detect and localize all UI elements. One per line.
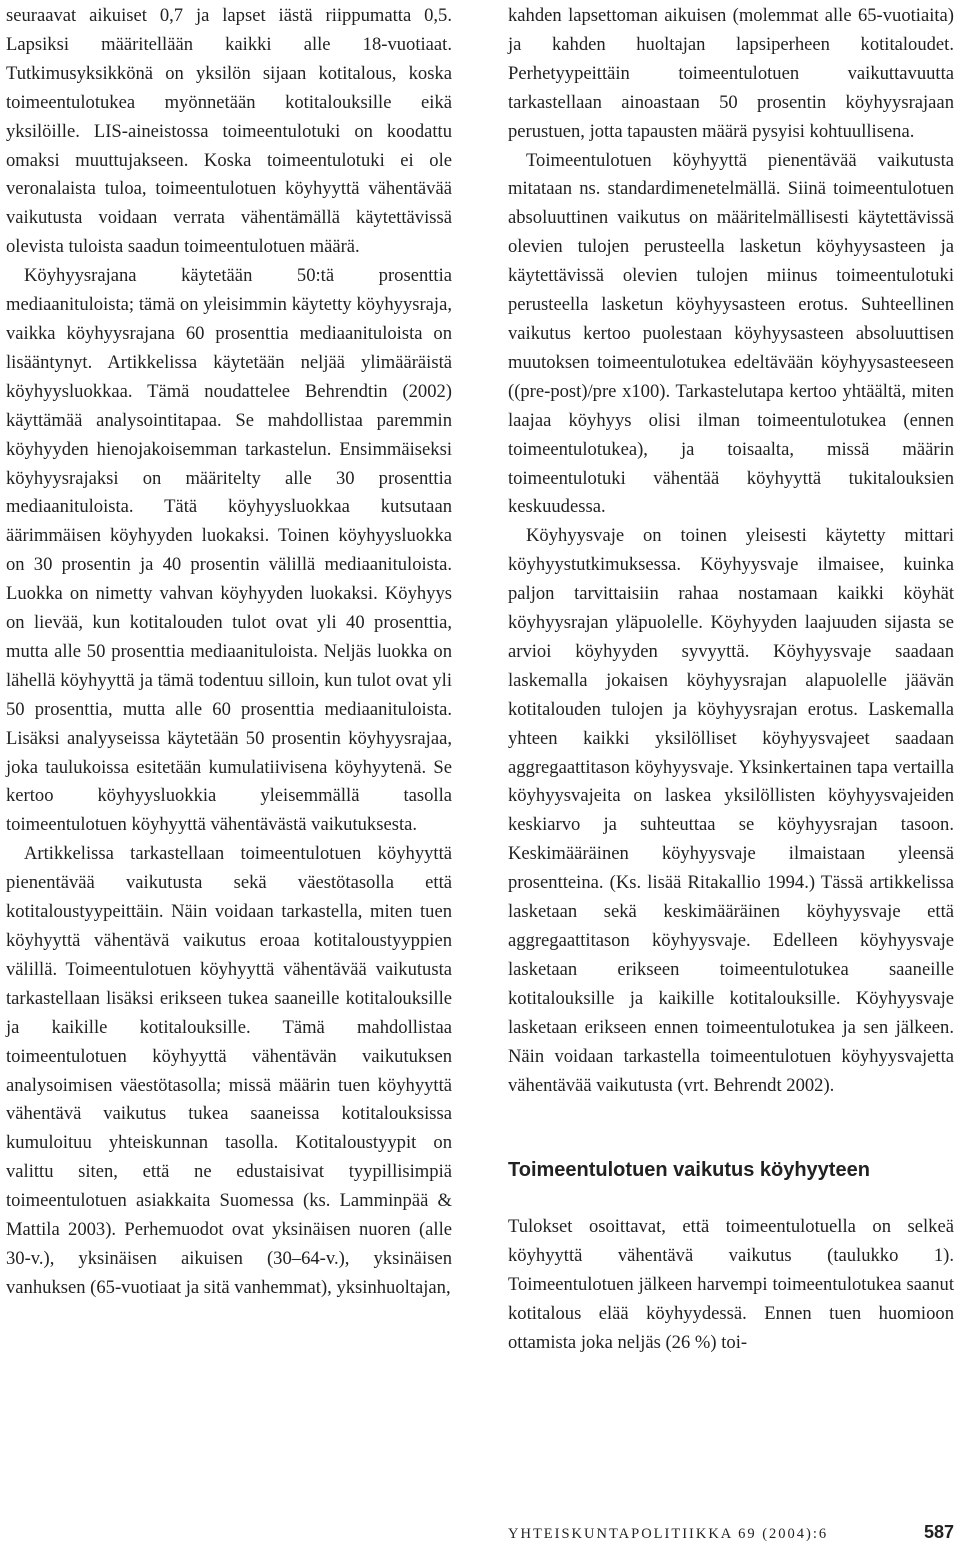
section-heading: Toimeentulotuen vaikutus köyhyyteen: [508, 1159, 870, 1182]
body-paragraph: kahden lapsettoman aikuisen (molemmat alle 65-vuotiaita) ja kahden huoltajan lapsiperheen kotitaloudet. Perhetyypeittäin toimeentulotuen vaikuttavuutta tarkastellaan ainoastaan 50 prosentin köyhyysrajaan perustuen, jotta tapausten määrä pysyisi kohtuullisena.: [508, 5, 954, 142]
body-paragraph: Artikkelissa tarkastellaan toimeentulotuen köyhyyttä pienentävää vaikutusta sekä väestötasolla että kotitaloustyypeittäin. Näin voidaan tarkastella, miten tuen köyhyyttä vähentävä vaikutus eroaa kotitaloustyyppien välillä. Toimeentulotuen köyhyyttä vähentävää vaikutusta tarkastellaan lisäksi erikseen tukea saaneille kotitalouksille ja kaikille kotitalouksille. Tämä mahdollistaa toimeentulotuen köyhyyttä vähentävän vaikutuksen analysoimisen väestötasolla; missä määrin tuen köyhyyttä vähentävä vaikutus tukea saaneissa kotitalouksissa kumuloituu yhteiskunnan tasolla. Kotitaloustyypit on valittu siten, että ne edustaisivat tyypillisimpiä toimeentulotuen asiakkaita Suomessa (ks. Lamminpää & Mattila 2003). Perhemuodot ovat yksinäisen nuoren (alle 30-v.), yksinäisen aikuisen (30–64-v.), yksinäisen vanhuksen (65-vuotiaat ja sitä vanhemmat), yksinhuoltajan,: [6, 843, 452, 1298]
body-paragraph: Köyhyysvaje on toinen yleisesti käytetty mittari köyhyystutkimuksessa. Köyhyysvaje ilmaisee, kuinka paljon tarvittaisiin rahaa nostamaan kaikki köyhät köyhyysrajan yläpuolelle. Köyhyyden laajuuden sijasta se arvioi köyhyyden syvyyttä. Köyhyysvaje saadaan laskemalla jokaisen köyhyysrajan alapuolelle jäävän kotitalouden tulojen ja köyhyysrajan erotus. Laskemalla yhteen kaikki yksilölliset köyhyysvajeet saadaan aggregaattitason köyhyysvaje. Yksinkertainen tapa vertailla köyhyysvajeita on laskea yksilöllisten köyhyysvajeiden keskiarvo ja suhteuttaa se köyhyysrajan tasoon. Keskimääräinen köyhyysvaje ilmaistaan yleensä prosentteina. (Ks. lisää Ritakallio 1994.) Tässä artikkelissa lasketaan sekä keskimääräinen köyhyysvaje että aggregaattitason köyhyysvaje. Edelleen köyhyysvaje lasketaan erikseen toimeentulotukea saaneille kotitalouksille ja kaikille kotitalouksille. Köyhyysvaje lasketaan erikseen ennen toimeentulotukea ja sen jälkeen. Näin voidaan tarkastella toimeentulotuen köyhyysvajetta vähentävää vaikutusta (vrt. Behrendt 2002).: [508, 525, 954, 1096]
body-paragraph: Toimeentulotuen köyhyyttä pienentävää vaikutusta mitataan ns. standardimenetelmällä. Siinä toimeentulotuen absoluuttinen vaikutus on määritelmällisesti käytettävissä olevien tulojen perusteella lasketun köyhyysasteen ja käytettävissä olevien tulojen miinus toimeentulotuki perusteella lasketun köyhyysasteen erotus. Suhteellinen vaikutus kertoo puolestaan köyhyysasteen absoluuttisen muutoksen toimeentulotukea edeltävään köyhyysasteeseen ((pre-post)/pre x100). Tarkastelutapa kertoo yhtäältä, miten laajaa köyhyys olisi ilman toimeentulotukea (ennen toimeentulotukea), ja toisaalta, missä määrin toimeentulotuki vähentää köyhyyttä tukitalouksien keskuudessa.: [508, 149, 954, 518]
body-paragraph: Köyhyysrajana käytetään 50:tä prosenttia mediaanituloista; tämä on yleisimmin käytetty köyhyysraja, vaikka köyhyysrajana 60 prosenttia mediaanituloista on lisääntynyt. Artikkelissa käytetään neljää ylimääräistä köyhyysluokkaa. Tämä noudattelee Behrendtin (2002) käyttämää analysointitapaa. Se mahdollistaa paremmin köyhyyden hienojakoisemman tarkastelun. Ensimmäiseksi köyhyysrajaksi on määritelty alle 30 prosenttia mediaanituloista. Tätä köyhyysluokkaa kutsutaan äärimmäisen köyhyyden luokaksi. Toinen köyhyysluokka on 30 prosentin ja 40 prosentin välillä mediaanituloista. Luokka on nimetty vahvan köyhyyden luokaksi. Köyhyys on lievää, kun kotitalouden tulot ovat yli 40 prosenttia, mutta alle 50 prosenttia mediaanituloista. Neljäs luokka on lähellä köyhyyttä ja tämä todentuu silloin, kun tulot ovat yli 50 prosenttia, mutta alle 60 prosenttia mediaanituloista. Lisäksi analyyseissa käytetään 50 prosentin köyhyysrajaa, joka taulukoissa esitetään kumulatiivisena köyhyytenä. Se kertoo köyhyysluokkia yleisemmällä tasolla toimeentulotuen köyhyyttä vähentävästä vaikutuksesta.: [6, 265, 452, 836]
page-number: 587: [923, 1522, 954, 1542]
right-column: [508, 2, 954, 1358]
journal-name: YHTEISKUNTAPOLITIIKKA 69 (2004):6: [508, 1526, 829, 1542]
left-column: [6, 2, 452, 1303]
page-footer: [508, 1522, 954, 1543]
body-paragraph: seuraavat aikuiset 0,7 ja lapset iästä riippumatta 0,5. Lapsiksi määritellään kaikki alle 18-vuotiaat. Tutkimusyksikkönä on yksilön sijaan kotitalous, koska toimeentulotukea myönnetään kotitalouksille eikä yksilöille. LIS-aineistossa toimeentulotuki on koodattu omaksi muuttujakseen. Koska toimeentulotuki ei ole veronalaista tuloa, toimeentulotuen köyhyyttä vähentävää vaikutusta voidaan verrata vähentämällä käytettävissä olevista tuloista saadun toimeentulotuen määrä.: [6, 5, 452, 258]
body-paragraph: Tulokset osoittavat, että toimeentulotuella on selkeä köyhyyttä vähentävä vaikutus (taulukko 1). Toimeentulotuen jälkeen harvempi toimeentulotukea saanut kotitalous elää köyhyydessä. Ennen tuen huomioon ottamista joka neljäs (26 %) toi-: [508, 1216, 954, 1354]
